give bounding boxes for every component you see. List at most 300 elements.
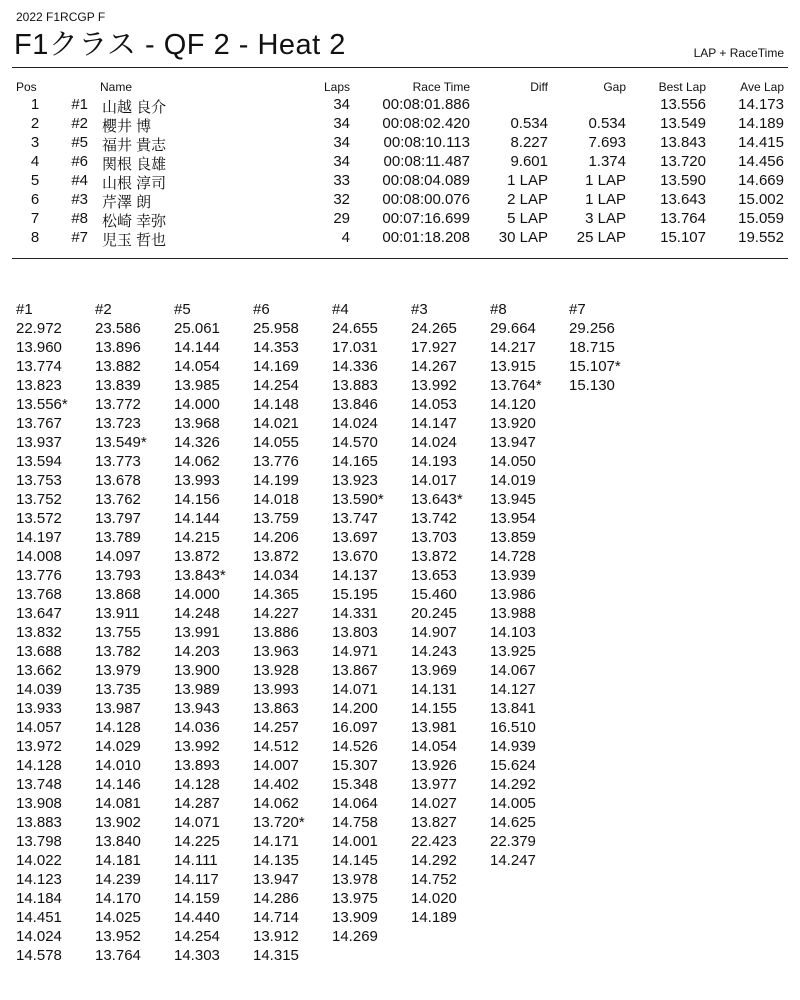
lap-time: 14.034 [253, 567, 299, 584]
lap-time: 14.440 [174, 909, 220, 926]
section-divider [12, 258, 788, 259]
lap-time: 14.971 [332, 643, 378, 660]
lap-time: 13.776 [16, 567, 62, 584]
result-ave-lap: 14.189 [738, 115, 784, 132]
lap-time: 15.460 [411, 586, 457, 603]
lap-time: 13.768 [16, 586, 62, 603]
lap-time: 13.872 [174, 548, 220, 565]
lap-time: 13.926 [411, 757, 457, 774]
lap-time: 14.127 [490, 681, 536, 698]
result-diff: 9.601 [510, 153, 548, 170]
lap-time: 14.315 [253, 947, 299, 964]
result-gap: 1 LAP [585, 172, 626, 189]
lap-time: 14.292 [490, 776, 536, 793]
lap-time: 13.902 [95, 814, 141, 831]
lap-time: 14.022 [16, 852, 62, 869]
lap-time: 14.203 [174, 643, 220, 660]
result-row [0, 191, 800, 210]
lap-time: 13.908 [16, 795, 62, 812]
lap-time: 13.748 [16, 776, 62, 793]
lap-time: 14.365 [253, 586, 299, 603]
lap-time: 13.742 [411, 510, 457, 527]
lap-time: 13.859 [490, 529, 536, 546]
lap-time: 13.867 [332, 662, 378, 679]
lap-time: 13.764* [490, 377, 542, 394]
lap-time: 13.703 [411, 529, 457, 546]
lap-column-car-number: #2 [95, 301, 112, 318]
lap-time: 14.292 [411, 852, 457, 869]
lap-time: 14.027 [411, 795, 457, 812]
lap-time: 13.893 [174, 757, 220, 774]
lap-time: 14.123 [16, 871, 62, 888]
result-row [0, 210, 800, 229]
col-best-lap-header: Best Lap [658, 80, 706, 94]
lap-column-car-number: #6 [253, 301, 270, 318]
lap-time: 14.353 [253, 339, 299, 356]
lap-time: 14.007 [253, 757, 299, 774]
lap-time: 14.111 [174, 852, 218, 869]
result-race-time: 00:01:18.208 [382, 229, 470, 246]
lap-time: 22.379 [490, 833, 536, 850]
lap-time: 14.062 [253, 795, 299, 812]
lap-column-car-number: #5 [174, 301, 191, 318]
lap-time: 14.526 [332, 738, 378, 755]
lap-time: 13.928 [253, 662, 299, 679]
result-row [0, 229, 800, 248]
lap-time: 14.120 [490, 396, 536, 413]
result-row [0, 172, 800, 191]
lap-time: 14.145 [332, 852, 378, 869]
lap-time: 14.054 [174, 358, 220, 375]
result-diff: 1 LAP [507, 172, 548, 189]
lap-time: 13.688 [16, 643, 62, 660]
lap-time: 13.789 [95, 529, 141, 546]
lap-time: 13.839 [95, 377, 141, 394]
result-row [0, 96, 800, 115]
lap-time: 13.978 [332, 871, 378, 888]
lap-time: 14.148 [253, 396, 299, 413]
lap-time: 14.159 [174, 890, 220, 907]
lap-time: 13.945 [490, 491, 536, 508]
lap-time: 13.647 [16, 605, 62, 622]
lap-time: 14.018 [253, 491, 299, 508]
lap-time: 13.872 [253, 548, 299, 565]
lap-time: 13.947 [253, 871, 299, 888]
result-num: #6 [71, 153, 88, 170]
lap-column [490, 300, 570, 870]
lap-time: 14.024 [16, 928, 62, 945]
result-diff: 30 LAP [498, 229, 548, 246]
lap-time: 13.662 [16, 662, 62, 679]
lap-time: 14.199 [253, 472, 299, 489]
lap-time: 13.900 [174, 662, 220, 679]
result-pos: 5 [30, 172, 40, 189]
timing-mode-label: LAP + RaceTime [693, 46, 784, 60]
lap-time: 13.549* [95, 434, 147, 451]
lap-time: 14.287 [174, 795, 220, 812]
result-race-time: 00:08:02.420 [382, 115, 470, 132]
lap-time: 13.968 [174, 415, 220, 432]
result-gap: 3 LAP [585, 210, 626, 227]
lap-time: 13.840 [95, 833, 141, 850]
lap-time: 14.057 [16, 719, 62, 736]
lap-time: 13.720* [253, 814, 305, 831]
lap-time: 24.265 [411, 320, 457, 337]
result-gap: 7.693 [588, 134, 626, 151]
lap-time: 13.793 [95, 567, 141, 584]
result-gap: 1 LAP [585, 191, 626, 208]
lap-time: 13.925 [490, 643, 536, 660]
col-ave-lap-header: Ave Lap [740, 80, 784, 94]
lap-time: 13.832 [16, 624, 62, 641]
lap-time: 13.776 [253, 453, 299, 470]
result-best-lap: 13.843 [660, 134, 706, 151]
lap-time: 14.402 [253, 776, 299, 793]
lap-time: 14.029 [95, 738, 141, 755]
result-name: 櫻井 博 [102, 118, 152, 135]
lap-time: 13.594 [16, 453, 62, 470]
lap-time: 14.146 [95, 776, 141, 793]
lap-time: 13.979 [95, 662, 141, 679]
lap-time: 14.054 [411, 738, 457, 755]
result-num: #8 [71, 210, 88, 227]
lap-time: 14.005 [490, 795, 536, 812]
result-ave-lap: 19.552 [738, 229, 784, 246]
lap-time: 14.939 [490, 738, 536, 755]
lap-time: 13.947 [490, 434, 536, 451]
lap-time: 14.326 [174, 434, 220, 451]
lap-time: 13.868 [95, 586, 141, 603]
lap-time: 14.336 [332, 358, 378, 375]
result-num: #2 [71, 115, 88, 132]
lap-time: 14.239 [95, 871, 141, 888]
lap-time: 14.227 [253, 605, 299, 622]
result-laps: 33 [333, 172, 350, 189]
lap-time: 13.872 [411, 548, 457, 565]
result-pos: 6 [30, 191, 40, 208]
lap-column-car-number: #8 [490, 301, 507, 318]
lap-time: 13.933 [16, 700, 62, 717]
result-race-time: 00:08:01.886 [382, 96, 470, 113]
lap-time: 14.021 [253, 415, 299, 432]
lap-time: 14.128 [16, 757, 62, 774]
lap-time: 14.728 [490, 548, 536, 565]
lap-time: 13.986 [490, 586, 536, 603]
lap-time: 13.755 [95, 624, 141, 641]
result-pos: 2 [30, 115, 40, 132]
lap-time: 14.206 [253, 529, 299, 546]
lap-time: 16.510 [490, 719, 536, 736]
lap-time: 13.774 [16, 358, 62, 375]
lap-time: 14.254 [253, 377, 299, 394]
col-name-header: Name [100, 80, 133, 94]
result-name: 児玉 哲也 [102, 232, 167, 249]
col-race-time-header: Race Time [412, 80, 470, 94]
lap-column [569, 300, 649, 395]
result-race-time: 00:08:10.113 [383, 134, 470, 151]
lap-time: 14.144 [174, 339, 220, 356]
lap-time: 13.883 [16, 814, 62, 831]
lap-time: 13.797 [95, 510, 141, 527]
lap-time: 13.782 [95, 643, 141, 660]
lap-time: 14.170 [95, 890, 141, 907]
lap-time: 13.920 [490, 415, 536, 432]
lap-time: 14.131 [411, 681, 457, 698]
lap-time: 14.017 [411, 472, 457, 489]
lap-time: 14.165 [332, 453, 378, 470]
lap-time: 14.570 [332, 434, 378, 451]
lap-column [411, 300, 491, 927]
result-name: 関根 良雄 [102, 156, 167, 173]
result-num: #7 [71, 229, 88, 246]
lap-time: 13.939 [490, 567, 536, 584]
lap-time: 13.993 [174, 472, 220, 489]
lap-time: 14.156 [174, 491, 220, 508]
lap-time: 14.010 [95, 757, 141, 774]
lap-time: 14.025 [95, 909, 141, 926]
lap-time: 13.969 [411, 662, 457, 679]
lap-column [174, 300, 254, 965]
lap-time: 14.197 [16, 529, 62, 546]
result-pos: 4 [30, 153, 40, 170]
lap-time: 15.307 [332, 757, 378, 774]
lap-time: 14.215 [174, 529, 220, 546]
result-best-lap: 15.107 [660, 229, 706, 246]
lap-time: 14.247 [490, 852, 536, 869]
lap-time: 13.747 [332, 510, 378, 527]
result-race-time: 00:08:04.089 [382, 172, 470, 189]
lap-time: 13.653 [411, 567, 457, 584]
lap-time: 14.128 [95, 719, 141, 736]
lap-time: 13.841 [490, 700, 536, 717]
lap-time: 14.019 [490, 472, 536, 489]
lap-time: 14.451 [16, 909, 62, 926]
lap-time: 13.886 [253, 624, 299, 641]
page-title: F1クラス - QF 2 - Heat 2 [14, 29, 346, 61]
result-laps: 29 [333, 210, 350, 227]
lap-column-car-number: #4 [332, 301, 349, 318]
lap-time: 13.723 [95, 415, 141, 432]
lap-time: 22.972 [16, 320, 62, 337]
results-header-row [0, 80, 800, 96]
lap-time: 13.764 [95, 947, 141, 964]
lap-time: 13.827 [411, 814, 457, 831]
result-laps: 32 [333, 191, 350, 208]
lap-time: 14.071 [332, 681, 378, 698]
lap-time: 13.981 [411, 719, 457, 736]
result-row [0, 115, 800, 134]
lap-time: 13.992 [411, 377, 457, 394]
lap-time: 14.039 [16, 681, 62, 698]
lap-time: 24.655 [332, 320, 378, 337]
result-race-time: 00:07:16.699 [382, 210, 470, 227]
lap-time: 13.883 [332, 377, 378, 394]
lap-time: 14.625 [490, 814, 536, 831]
lap-time: 22.423 [411, 833, 457, 850]
result-name: 山根 淳司 [102, 175, 167, 192]
result-best-lap: 13.549 [660, 115, 706, 132]
lap-time: 14.331 [332, 605, 378, 622]
lap-time: 13.753 [16, 472, 62, 489]
lap-time: 14.064 [332, 795, 378, 812]
lap-time: 14.155 [411, 700, 457, 717]
lap-time: 14.147 [411, 415, 457, 432]
lap-time: 13.803 [332, 624, 378, 641]
result-ave-lap: 15.059 [738, 210, 784, 227]
lap-time: 13.762 [95, 491, 141, 508]
lap-time: 29.664 [490, 320, 536, 337]
lap-time: 14.081 [95, 795, 141, 812]
lap-time: 14.097 [95, 548, 141, 565]
lap-time: 14.053 [411, 396, 457, 413]
lap-time: 13.678 [95, 472, 141, 489]
lap-time: 13.843* [174, 567, 226, 584]
result-diff: 8.227 [510, 134, 548, 151]
lap-time: 13.752 [16, 491, 62, 508]
result-gap: 1.374 [588, 153, 626, 170]
lap-time: 13.989 [174, 681, 220, 698]
result-row [0, 134, 800, 153]
results-body [0, 96, 800, 248]
lap-time: 13.798 [16, 833, 62, 850]
lap-column [95, 300, 175, 965]
lap-time: 29.256 [569, 320, 615, 337]
lap-time: 13.992 [174, 738, 220, 755]
lap-time: 13.943 [174, 700, 220, 717]
result-num: #4 [71, 172, 88, 189]
result-name: 松崎 幸弥 [102, 213, 167, 230]
lap-time: 14.171 [253, 833, 299, 850]
result-ave-lap: 14.415 [738, 134, 784, 151]
lap-time: 17.927 [411, 339, 457, 356]
result-best-lap: 13.764 [660, 210, 706, 227]
lap-time: 13.915 [490, 358, 536, 375]
lap-time: 14.714 [253, 909, 299, 926]
result-gap: 25 LAP [576, 229, 626, 246]
result-diff: 0.534 [510, 115, 548, 132]
result-num: #1 [71, 96, 88, 113]
lap-time: 13.590* [332, 491, 384, 508]
lap-time: 14.103 [490, 624, 536, 641]
result-gap: 0.534 [588, 115, 626, 132]
result-name: 山越 良介 [102, 99, 167, 116]
lap-column-car-number: #3 [411, 301, 428, 318]
lap-time: 13.991 [174, 624, 220, 641]
lap-time: 20.245 [411, 605, 457, 622]
result-pos: 1 [30, 96, 40, 113]
lap-time: 18.715 [569, 339, 615, 356]
lap-time: 13.697 [332, 529, 378, 546]
lap-time: 13.987 [95, 700, 141, 717]
lap-time: 25.061 [174, 320, 220, 337]
lap-time: 14.071 [174, 814, 220, 831]
result-race-time: 00:08:11.487 [383, 153, 470, 170]
lap-time: 14.144 [174, 510, 220, 527]
lap-time: 13.993 [253, 681, 299, 698]
lap-time: 14.907 [411, 624, 457, 641]
lap-time: 13.975 [332, 890, 378, 907]
lap-time: 14.000 [174, 586, 220, 603]
lap-time: 15.624 [490, 757, 536, 774]
result-diff: 2 LAP [507, 191, 548, 208]
lap-time: 13.988 [490, 605, 536, 622]
col-pos-header: Pos [16, 80, 37, 94]
lap-time: 13.759 [253, 510, 299, 527]
lap-column [16, 300, 96, 965]
lap-time: 13.937 [16, 434, 62, 451]
lap-time: 13.960 [16, 339, 62, 356]
col-diff-header: Diff [530, 80, 548, 94]
lap-column [253, 300, 333, 965]
result-name: 芹澤 朗 [102, 194, 152, 211]
lap-column-car-number: #1 [16, 301, 33, 318]
result-ave-lap: 14.669 [738, 172, 784, 189]
lap-time: 14.169 [253, 358, 299, 375]
lap-time: 13.954 [490, 510, 536, 527]
col-laps-header: Laps [323, 80, 350, 94]
result-laps: 34 [333, 115, 350, 132]
lap-time: 15.107* [569, 358, 621, 375]
lap-time: 13.972 [16, 738, 62, 755]
lap-time: 14.036 [174, 719, 220, 736]
result-best-lap: 13.556 [660, 96, 706, 113]
lap-time: 13.556* [16, 396, 68, 413]
lap-time: 14.055 [253, 434, 299, 451]
result-race-time: 00:08:00.076 [382, 191, 470, 208]
lap-time: 14.217 [490, 339, 536, 356]
result-name: 福井 貴志 [102, 137, 167, 154]
lap-time: 14.050 [490, 453, 536, 470]
lap-time: 14.303 [174, 947, 220, 964]
lap-time: 13.735 [95, 681, 141, 698]
result-best-lap: 13.590 [660, 172, 706, 189]
lap-time: 13.863 [253, 700, 299, 717]
lap-time: 14.189 [411, 909, 457, 926]
lap-time: 14.269 [332, 928, 378, 945]
lap-time: 13.923 [332, 472, 378, 489]
lap-time: 13.909 [332, 909, 378, 926]
lap-time: 13.952 [95, 928, 141, 945]
lap-time: 14.512 [253, 738, 299, 755]
lap-time: 14.257 [253, 719, 299, 736]
lap-time: 13.911 [95, 605, 140, 622]
lap-time: 13.977 [411, 776, 457, 793]
lap-time: 14.117 [174, 871, 219, 888]
lap-time: 13.912 [253, 928, 299, 945]
lap-time: 14.024 [332, 415, 378, 432]
lap-column [332, 300, 412, 946]
lap-time: 14.248 [174, 605, 220, 622]
result-row [0, 153, 800, 172]
lap-time: 16.097 [332, 719, 378, 736]
result-num: #3 [71, 191, 88, 208]
result-best-lap: 13.720 [660, 153, 706, 170]
result-pos: 3 [30, 134, 40, 151]
result-ave-lap: 14.173 [738, 96, 784, 113]
lap-time: 17.031 [332, 339, 378, 356]
lap-time: 14.254 [174, 928, 220, 945]
result-num: #5 [71, 134, 88, 151]
lap-time: 14.000 [174, 396, 220, 413]
lap-time: 13.985 [174, 377, 220, 394]
lap-time: 14.225 [174, 833, 220, 850]
lap-time: 13.896 [95, 339, 141, 356]
lap-time: 14.008 [16, 548, 62, 565]
lap-time: 14.267 [411, 358, 457, 375]
lap-time: 14.184 [16, 890, 62, 907]
col-gap-header: Gap [603, 80, 626, 94]
result-laps: 34 [333, 96, 350, 113]
